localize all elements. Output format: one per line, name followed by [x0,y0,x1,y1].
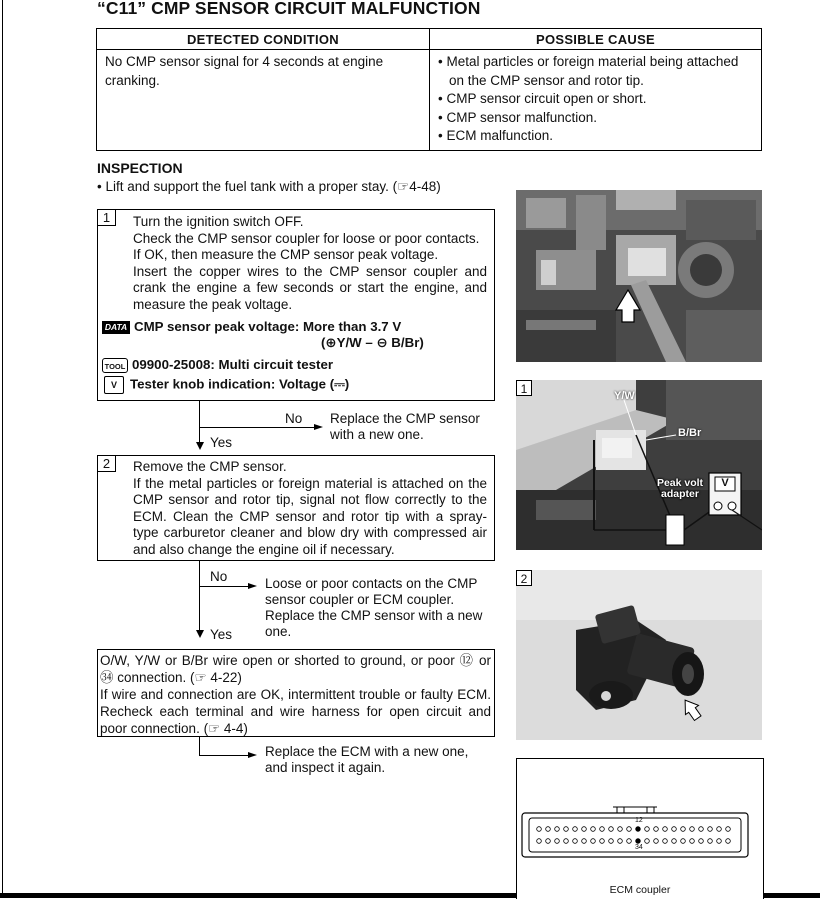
ecm-pin-34-label: 34 [635,844,643,851]
ecm-pin [600,827,605,832]
voltmeter-label: V [721,477,729,489]
ecm-pin [555,827,560,832]
data-spec-polarity: (⊕Y/W – ⊖ B/Br) [321,335,424,350]
tool-icon: TOOL [102,358,128,373]
ecm-pin [582,827,587,832]
ecm-pin [708,839,713,844]
ecm-pin [555,839,560,844]
ecm-pin [663,839,668,844]
step1-text [133,214,487,313]
step2-number: 2 [98,456,116,472]
ecm-coupler-diagram [516,758,764,899]
ecm-pin [690,827,695,832]
flow2-no-text: Loose or poor contacts on the CMP sensor coupler or ECM coupler. Replace the CMP sensor with a new one. [265,576,483,639]
ecm-pin [645,839,650,844]
ecm-pin [591,839,596,844]
flow1-horizontal-line [199,427,314,428]
ecm-pin [564,839,569,844]
flow2-no-label: No [210,569,228,584]
step1-line: Check the CMP sensor coupler for loose or poor contacts. [133,230,480,246]
ecm-pin [654,827,659,832]
ecm-pin [600,839,605,844]
flow1-vertical-line [199,400,200,443]
condition-table [96,28,762,151]
step1-line: If OK, then measure the CMP sensor peak voltage. [133,247,439,262]
ecm-pin [546,839,551,844]
ecm-pin [546,827,551,832]
tester-spec [102,376,349,394]
step3-text [100,652,491,737]
ecm-pin [627,839,632,844]
page-title: “C11” CMP SENSOR CIRCUIT MALFUNCTION [97,0,481,18]
step2-line: If the metal particles or foreign material is attached on the CMP sensor and rotor tip, signal not flow correctly to the ECM. Clean the CMP sensor and rotor tip with a spray-type carburetor cleaner and blow dry with compressed air and also change the engine oil if necessary. [133,475,487,557]
ecm-pin [582,839,587,844]
ecm-pin-active [636,839,641,844]
ecm-pin [573,839,578,844]
flow2-arrow-right [248,583,257,589]
flow3-text: Replace the ECM with a new one, and inspect it again. [265,744,469,775]
figure1-label: 1 [516,380,532,396]
tester-spec-text: Tester knob indication: Voltage (⎓) [130,376,350,392]
flow1-no-label: No [285,411,303,426]
inspection-intro: • Lift and support the fuel tank with a proper stay. (☞4-48) [97,179,441,194]
ecm-pin [717,839,722,844]
cause-item: • Metal particles or foreign material being attached on the CMP sensor and rotor tip. [438,54,739,88]
ecm-pin [699,827,704,832]
wire-bbr-label: B/Br [678,427,702,439]
cause-item: • CMP sensor malfunction. [438,109,598,125]
peak-volt-adapter-label: Peak volt adapter [656,477,704,500]
step1-line: Insert the copper wires to the CMP sensor coupler and crank the engine a few seconds or start the engine, and measure the peak voltage. [133,263,487,312]
ecm-pin [627,827,632,832]
ecm-pin [564,827,569,832]
flow3-arrow-right [248,752,257,758]
step3-box [97,649,495,737]
flow1-no-text: Replace the CMP sensor with a new one. [330,411,480,442]
ecm-pin [672,827,677,832]
flow2-vertical-line [199,560,200,631]
peak-voltage-photo [516,380,762,550]
step2-text [133,459,487,558]
page-left-border [2,0,3,898]
flow3-horizontal-line [199,755,249,756]
ecm-pin [609,827,614,832]
ecm-pin [663,827,668,832]
possible-cause-cell [430,50,762,151]
ecm-pin [726,827,731,832]
flow2-arrow-down [196,630,204,638]
flow1-yes-label: Yes [210,435,233,450]
ecm-pin [717,827,722,832]
table-header-detected: DETECTED CONDITION [97,29,430,50]
flow3-vertical-line [199,736,200,756]
ecm-coupler-caption: ECM coupler [609,884,671,896]
ecm-pin-active [636,827,641,832]
data-spec [102,319,401,335]
ecm-pin [609,839,614,844]
tool-spec-text: 09900-25008: Multi circuit tester [132,357,334,372]
data-spec-text: CMP sensor peak voltage: More than 3.7 V [134,319,402,334]
step3-line: O/W, Y/W or B/Br wire open or shorted to ground, or poor ⑫ or ㉞ connection. (☞ 4-22) [100,653,491,685]
step1-number: 1 [98,210,116,226]
ecm-pin [690,839,695,844]
figure2-label: 2 [516,570,532,586]
ecm-pin [618,839,623,844]
ecm-pin [699,839,704,844]
ecm-pin [618,827,623,832]
ecm-pin [654,839,659,844]
ecm-pin [573,827,578,832]
flow2-horizontal-line [199,586,248,587]
step2-box [97,455,495,561]
ecm-pin [726,839,731,844]
flow1-arrow-right [314,424,323,430]
inspection-heading: INSPECTION [97,160,183,176]
ecm-pin [537,827,542,832]
detected-condition-cell: No CMP sensor signal for 4 seconds at engine cranking. [97,50,430,151]
table-header-cause: POSSIBLE CAUSE [430,29,762,50]
ecm-pin [681,827,686,832]
cmp-sensor-photo [516,570,762,740]
ecm-pin [645,827,650,832]
cause-item: • ECM malfunction. [438,128,554,143]
wire-yw-label: Y/W [614,390,635,402]
ecm-pin [591,827,596,832]
cause-item: • CMP sensor circuit open or short. [438,91,647,106]
engine-photo [516,190,762,362]
ecm-pin [708,827,713,832]
flow2-yes-label: Yes [210,627,233,642]
ecm-pin [537,839,542,844]
ecm-pin [672,839,677,844]
ecm-pin [681,839,686,844]
flow1-arrow-down [196,442,204,450]
data-icon: DATA [102,321,130,334]
tool-spec [102,357,333,373]
step1-line: Turn the ignition switch OFF. [133,214,304,229]
tester-knob-icon: V [104,376,124,394]
step2-line: Remove the CMP sensor. [133,459,287,474]
step1-box [97,209,495,401]
step3-line: If wire and connection are OK, intermittent trouble or faulty ECM. Recheck each terminal and wire harness for open circuit and poor connection. (☞ 4-4) [100,687,491,736]
ecm-pin-12-label: 12 [635,817,643,824]
